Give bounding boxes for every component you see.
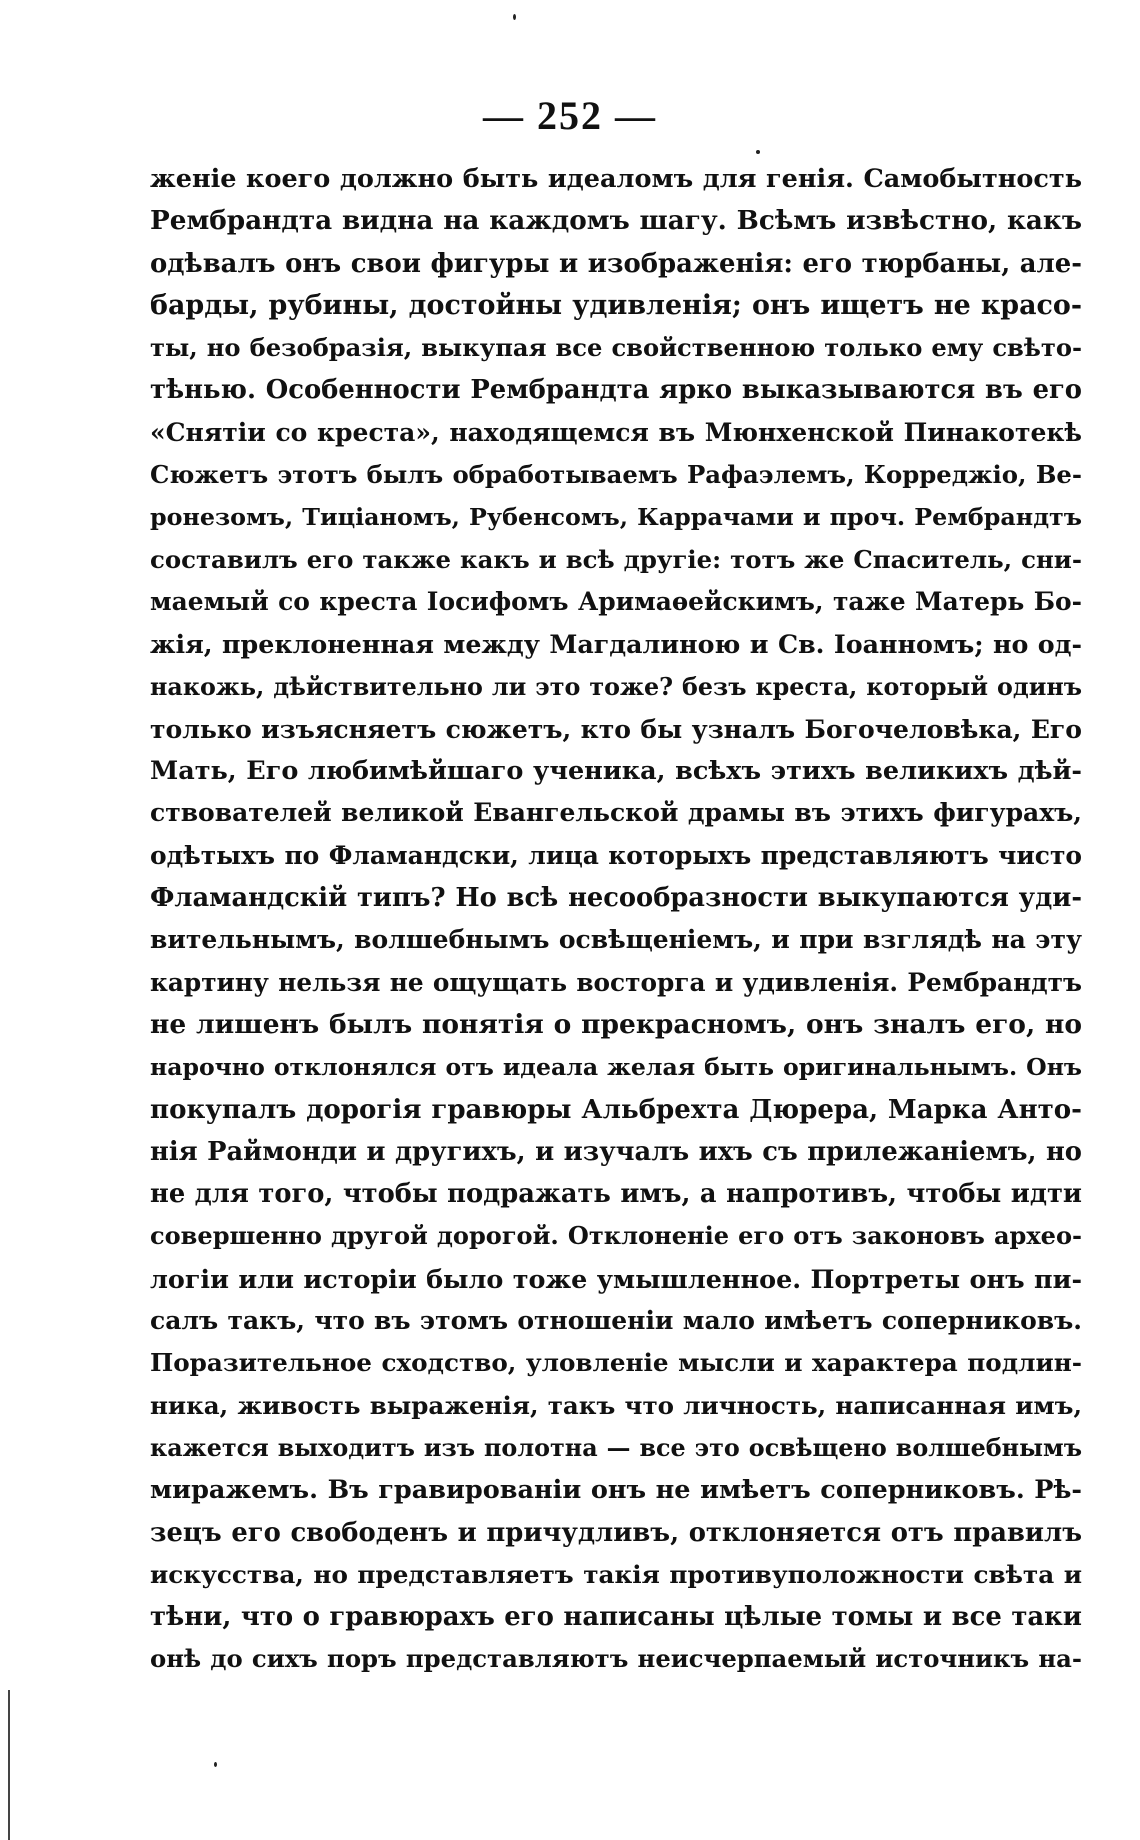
print-speck xyxy=(513,14,516,20)
text-line: нарочно отклонялся отъ идеала желая быть оригинальнымъ. Онъ xyxy=(150,1053,1082,1082)
text-line: Поразительное сходство, уловленіе мысли и характера подлин- xyxy=(150,1348,1082,1378)
text-line: тѣнью. Особенности Рембрандта ярко выказываются въ его xyxy=(150,375,1082,406)
text-line: жія, преклоненная между Магдалиною и Св. Іоанномъ; но од- xyxy=(150,629,1082,660)
text-line: логіи или исторіи было тоже умышленное. Портреты онъ пи- xyxy=(150,1263,1082,1294)
text-line: не для того, чтобы подражать имъ, а напротивъ, чтобы идти xyxy=(150,1179,1082,1210)
text-line: ствователей великой Евангельской драмы въ этихъ фигурахъ, xyxy=(150,798,1082,828)
text-line: Рембрандта видна на каждомъ шагу. Всѣмъ извѣстно, какъ xyxy=(150,205,1082,237)
text-line: составилъ его также какъ и всѣ другіе: тотъ же Спаситель, сни- xyxy=(150,544,1082,574)
text-line: ты, но безобразія, выкупая все свойственною только ему свѣто- xyxy=(150,333,1082,363)
text-line: накожь, дѣйствительно ли это тоже? безъ креста, который одинъ xyxy=(150,672,1082,701)
text-line: барды, рубины, достойны удивленія; онъ ищетъ не красо- xyxy=(150,289,1082,321)
print-speck xyxy=(214,1762,217,1767)
text-line: только изъясняетъ сюжетъ, кто бы узналъ Богочеловѣка, Его xyxy=(150,713,1082,744)
text-line: совершенно другой дорогой. Отклоненіе его отъ законовъ архео- xyxy=(150,1221,1082,1251)
text-line: Сюжетъ этотъ былъ обработываемъ Рафаэлемъ, Корреджіо, Ве- xyxy=(150,460,1082,490)
text-line: ронезомъ, Тиціаномъ, Рубенсомъ, Каррачами и проч. Рембрандтъ xyxy=(150,503,1082,532)
text-line: зецъ его свободенъ и причудливъ, отклоняется отъ правилъ xyxy=(150,1517,1082,1548)
text-line: искусства, но представляетъ такія противуположности свѣта и xyxy=(150,1559,1082,1589)
text-line: миражемъ. Въ гравированіи онъ не имѣетъ соперниковъ. Рѣ- xyxy=(150,1475,1082,1506)
body-text xyxy=(150,158,1082,1681)
text-line: покупалъ дорогія гравюры Альбрехта Дюрера, Марка Анто- xyxy=(150,1094,1082,1125)
text-line: не лишенъ былъ понятія о прекрасномъ, онъ зналъ его, но xyxy=(150,1008,1082,1040)
text-line: одѣвалъ онъ свои фигуры и изображенія: его тюрбаны, але- xyxy=(150,248,1082,279)
text-line: женіе коего должно быть идеаломъ для генія. Самобытность xyxy=(150,164,1082,194)
text-line: кажется выходитъ изъ полотна — все это освѣщено волшебнымъ xyxy=(150,1433,1082,1462)
text-line: онѣ до сихъ поръ представляютъ неисчерпаемый источникъ на- xyxy=(150,1644,1082,1674)
text-line: нія Раймонди и другихъ, и изучалъ ихъ съ прилежаніемъ, но xyxy=(150,1136,1082,1167)
text-line: маемый со креста Іосифомъ Аримаѳейскимъ, таже Матерь Бо- xyxy=(150,586,1082,616)
text-line: вительнымъ, волшебнымъ освѣщеніемъ, и при взглядѣ на эту xyxy=(150,925,1082,955)
print-speck xyxy=(756,150,760,154)
scan-margin-line xyxy=(8,1690,10,1840)
text-line: «Снятіи со креста», находящемся въ Мюнхенской Пинакотекѣ xyxy=(150,417,1082,447)
text-line: одѣтыхъ по Фламандски, лица которыхъ представляютъ чисто xyxy=(150,840,1082,870)
text-line: салъ такъ, что въ этомъ отношеніи мало имѣетъ соперниковъ. xyxy=(150,1306,1082,1336)
text-line: картину нельзя не ощущать восторга и удивленія. Рембрандтъ xyxy=(150,967,1082,997)
text-line: Фламандскій типъ? Но всѣ несообразности выкупаются уди- xyxy=(150,883,1082,914)
text-line: Мать, Его любимѣйшаго ученика, всѣхъ этихъ великихъ дѣй- xyxy=(150,756,1082,787)
text-line: тѣни, что о гравюрахъ его написаны цѣлые томы и все таки xyxy=(150,1602,1082,1633)
text-line: ника, живость выраженія, такъ что личность, написанная имъ, xyxy=(150,1390,1082,1420)
page-number: — 252 — xyxy=(483,93,657,138)
